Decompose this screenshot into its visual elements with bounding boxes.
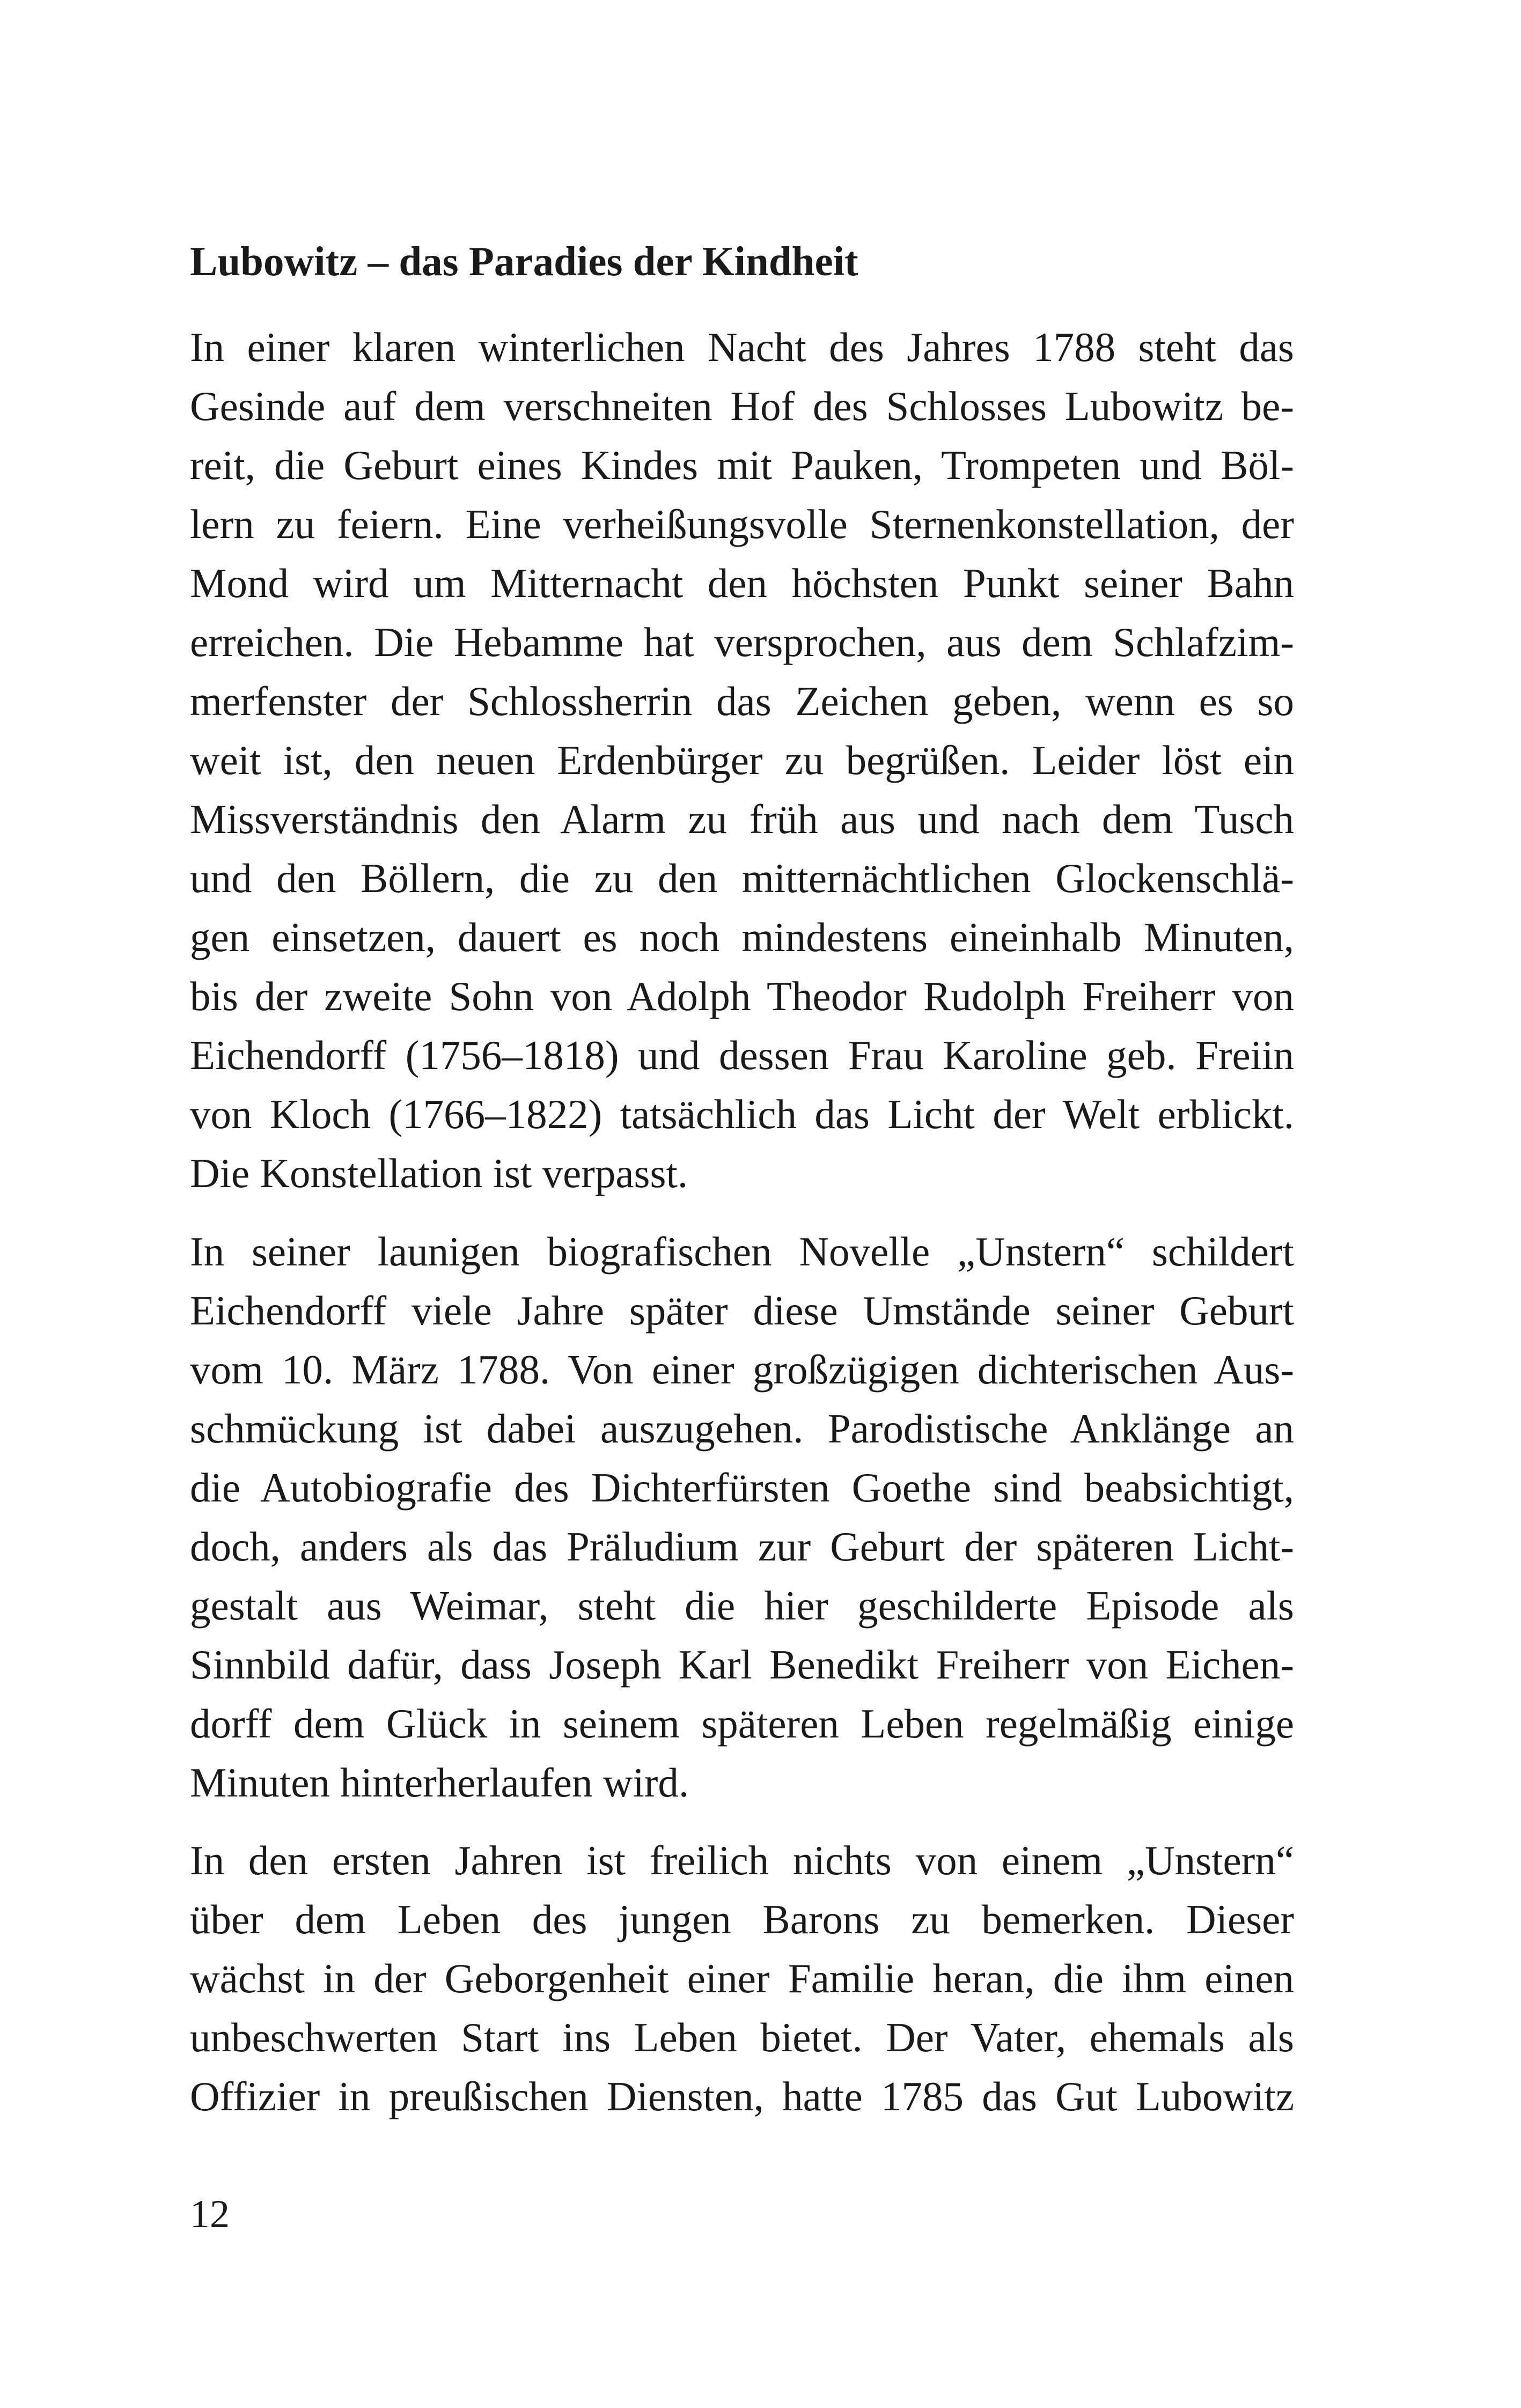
text-line: Die Konstellation ist verpasst.: [190, 1150, 688, 1196]
paragraph-1: [190, 318, 1294, 1203]
text-line: die Autobiografie des Dichterfürsten Goethe sind beabsichtigt,: [190, 1464, 1294, 1511]
page-number: 12: [190, 2192, 230, 2236]
paragraph-3: [190, 1831, 1294, 2126]
text-line: merfenster der Schlossherrin das Zeichen geben, wenn es so: [190, 678, 1294, 724]
text-line: Mond wird um Mitternacht den höchsten Punkt seiner Bahn: [190, 560, 1294, 606]
text-line: dorff dem Glück in seinem späteren Leben regelmäßig einige: [190, 1700, 1294, 1747]
text-line: lern zu feiern. Eine verheißungsvolle Sternenkonstellation, der: [190, 501, 1294, 547]
text-line: In den ersten Jahren ist freilich nichts von einem „Unstern“: [190, 1837, 1294, 1883]
text-line: Gesinde auf dem verschneiten Hof des Schlosses Lubowitz be-: [190, 383, 1294, 429]
text-line: In seiner launigen biografischen Novelle „Unstern“ schildert: [190, 1228, 1294, 1275]
text-line: In einer klaren winterlichen Nacht des Jahres 1788 steht das: [190, 324, 1294, 370]
text-line: schmückung ist dabei auszugehen. Parodistische Anklänge an: [190, 1405, 1294, 1452]
text-line: gestalt aus Weimar, steht die hier geschilderte Episode als: [190, 1582, 1294, 1629]
text-line: gen einsetzen, dauert es noch mindestens eineinhalb Minuten,: [190, 914, 1294, 960]
text-line: Missverständnis den Alarm zu früh aus und nach dem Tusch: [190, 796, 1294, 842]
text-line: doch, anders als das Präludium zur Geburt der späteren Licht-: [190, 1523, 1294, 1570]
paragraph-2: [190, 1222, 1294, 1812]
text-line: vom 10. März 1788. Von einer großzügigen dichterischen Aus-: [190, 1346, 1294, 1393]
text-line: weit ist, den neuen Erdenbürger zu begrüßen. Leider löst ein: [190, 737, 1294, 783]
text-line: reit, die Geburt eines Kindes mit Pauken, Trompeten und Böl-: [190, 442, 1294, 488]
text-line: Sinnbild dafür, dass Joseph Karl Benedikt Freiherr von Eichen-: [190, 1641, 1294, 1688]
text-line: Eichendorff viele Jahre später diese Umstände seiner Geburt: [190, 1287, 1294, 1334]
chapter-heading: Lubowitz – das Paradies der Kindheit: [190, 238, 858, 284]
text-line: und den Böllern, die zu den mitternächtlichen Glockenschlä-: [190, 855, 1294, 901]
text-line: bis der zweite Sohn von Adolph Theodor Rudolph Freiherr von: [190, 973, 1294, 1019]
text-line: von Kloch (1766–1822) tatsächlich das Licht der Welt erblickt.: [190, 1091, 1294, 1137]
book-page: [190, 0, 1294, 2408]
text-line: unbeschwerten Start ins Leben bietet. Der Vater, ehemals als: [190, 2014, 1294, 2060]
text-line: über dem Leben des jungen Barons zu bemerken. Dieser: [190, 1896, 1294, 1942]
text-line: Minuten hinterherlaufen wird.: [190, 1759, 689, 1806]
text-line: erreichen. Die Hebamme hat versprochen, aus dem Schlafzim-: [190, 619, 1294, 665]
text-line: Eichendorff (1756–1818) und dessen Frau Karoline geb. Freiin: [190, 1032, 1294, 1078]
text-line: Offizier in preußischen Diensten, hatte 1785 das Gut Lubowitz: [190, 2073, 1294, 2119]
text-line: wächst in der Geborgenheit einer Familie heran, die ihm einen: [190, 1955, 1294, 2001]
